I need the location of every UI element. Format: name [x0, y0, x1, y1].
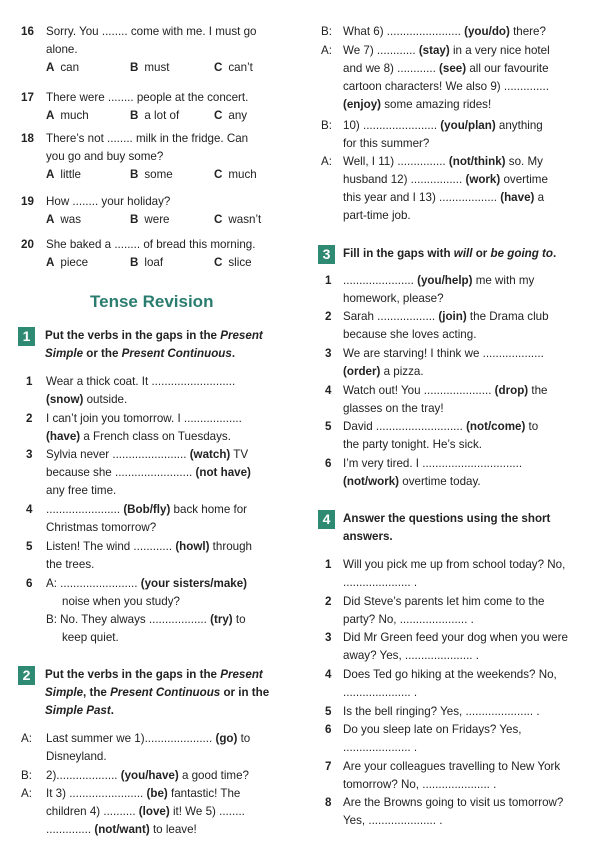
- item-number: 6: [325, 723, 332, 736]
- item-number: 7: [325, 760, 332, 773]
- item-number: 1: [26, 375, 33, 388]
- item-number: 4: [26, 503, 33, 516]
- dialog-text: for this summer?: [343, 137, 430, 150]
- item-text: the trees.: [46, 558, 95, 571]
- item-text: We are starving! I think we ...................: [343, 347, 544, 360]
- item-text: (snow) outside.: [46, 393, 128, 406]
- item-text: ....................... (Bob/fly) back home for: [46, 503, 248, 516]
- item-text: party? No, ..................... .: [343, 613, 474, 626]
- item-number: 4: [325, 384, 332, 397]
- instruction-text: Fill in the gaps with will or be going to.: [343, 247, 557, 260]
- item-text: (have) a French class on Tuesdays.: [46, 430, 231, 443]
- speaker-label: A:: [321, 44, 332, 57]
- item-text: Is the bell ringing? Yes, ..................... .: [343, 705, 540, 718]
- item-number: 5: [325, 705, 332, 718]
- item-text: Yes, ..................... .: [343, 814, 443, 827]
- item-text: Sylvia never ....................... (watch) TV: [46, 448, 249, 461]
- dialog-text: this year and I 13) .................. (have) a: [343, 191, 545, 204]
- item-text: keep quiet.: [62, 631, 119, 644]
- item-text: because she loves acting.: [343, 328, 477, 341]
- item-text: (not/work) overtime today.: [343, 475, 481, 488]
- item-text: Watch out! You ..................... (drop) the: [343, 384, 548, 397]
- item-text: Listen! The wind ............ (howl) through: [46, 540, 252, 553]
- question-text: How ........ your holiday?: [46, 195, 171, 208]
- item-text: I’m very tired. I ...............................: [343, 457, 523, 470]
- item-number: 1: [325, 558, 332, 571]
- instruction-text: Put the verbs in the gaps in the Present: [45, 668, 263, 681]
- item-text: tomorrow? No, ..................... .: [343, 778, 497, 791]
- item-text: Does Ted go hiking at the weekends? No,: [343, 668, 557, 681]
- item-text: A: ........................ (your sisters/make): [46, 577, 248, 590]
- item-text: homework, please?: [343, 292, 444, 305]
- question-number: 20: [21, 238, 34, 251]
- dialog-text: husband 12) ................ (work) overtime: [343, 173, 548, 186]
- answer-option: A much: [46, 109, 89, 122]
- dialog-text: .............. (not/want) to leave!: [46, 823, 197, 836]
- dialog-text: children 4) .......... (love) it! We 5) ........: [46, 805, 245, 818]
- item-number: 1: [325, 274, 332, 287]
- answer-option: A was: [46, 213, 81, 226]
- dialog-text: (enjoy) some amazing rides!: [343, 98, 492, 111]
- item-text: any free time.: [46, 484, 117, 497]
- item-text: Do you sleep late on Fridays? Yes,: [343, 723, 522, 736]
- item-number: 2: [325, 310, 332, 323]
- dialog-text: cartoon characters! We also 9) ..............: [343, 80, 549, 93]
- item-number: 5: [325, 420, 332, 433]
- dialog-text: part-time job.: [343, 209, 411, 222]
- item-text: because she ........................ (not have): [46, 466, 251, 479]
- dialog-text: Well, I 11) ............... (not/think) so. My: [343, 155, 543, 168]
- answer-option: A can: [46, 61, 80, 74]
- question-number: 18: [21, 132, 34, 145]
- exercise-badge: 1: [18, 327, 35, 346]
- dialog-text: Disneyland.: [46, 750, 107, 763]
- speaker-label: B:: [321, 119, 332, 132]
- exercise-badge: 3: [318, 245, 335, 264]
- item-text: Wear a thick coat. It ..........................: [46, 375, 236, 388]
- item-text: ..................... .: [343, 686, 418, 699]
- answer-option: B must: [130, 61, 170, 74]
- answer-option: A little: [46, 168, 81, 181]
- dialog-text: What 6) ....................... (you/do) there?: [343, 25, 546, 38]
- item-number: 3: [26, 448, 33, 461]
- item-text: I can’t join you tomorrow. I ..................: [46, 412, 242, 425]
- speaker-label: A:: [321, 155, 332, 168]
- item-text: Are your colleagues travelling to New York: [343, 760, 561, 773]
- instruction-text: answers.: [343, 530, 393, 543]
- item-text: Did Steve’s parents let him come to the: [343, 595, 545, 608]
- question-text: There’s not ........ milk in the fridge. Can: [46, 132, 249, 145]
- item-number: 3: [325, 347, 332, 360]
- instruction-text: Simple or the Present Continuous.: [45, 347, 236, 360]
- item-number: 5: [26, 540, 33, 553]
- item-number: 6: [26, 577, 33, 590]
- item-number: 2: [26, 412, 33, 425]
- question-text: There were ........ people at the concert.: [46, 91, 249, 104]
- item-text: Are the Browns going to visit us tomorrow?: [343, 796, 564, 809]
- item-number: 8: [325, 796, 332, 809]
- answer-option: C any: [214, 109, 248, 122]
- item-text: Did Mr Green feed your dog when you were: [343, 631, 568, 644]
- item-text: the party tonight. He’s sick.: [343, 438, 482, 451]
- instruction-text: Put the verbs in the gaps in the Present: [45, 329, 263, 342]
- speaker-label: A:: [21, 732, 32, 745]
- item-number: 3: [325, 631, 332, 644]
- speaker-label: B:: [321, 25, 332, 38]
- dialog-text: We 7) ............ (stay) in a very nice hotel: [343, 44, 550, 57]
- dialog-text: 2)................... (you/have) a good time?: [46, 769, 249, 782]
- dialog-text: It 3) ....................... (be) fantastic! The: [46, 787, 241, 800]
- item-number: 6: [325, 457, 332, 470]
- answer-option: C can’t: [214, 61, 253, 74]
- answer-option: B a lot of: [130, 109, 180, 122]
- question-number: 19: [21, 195, 34, 208]
- question-number: 17: [21, 91, 34, 104]
- answer-option: B loaf: [130, 256, 164, 269]
- answer-option: A piece: [46, 256, 89, 269]
- answer-option: C much: [214, 168, 257, 181]
- dialog-text: 10) ....................... (you/plan) anything: [343, 119, 543, 132]
- dialog-text: Last summer we 1)..................... (go) to: [46, 732, 251, 745]
- item-number: 2: [325, 595, 332, 608]
- item-text: B: No. They always .................. (try) to: [46, 613, 246, 626]
- section-title: Tense Revision: [90, 292, 214, 311]
- instruction-text: Simple, the Present Continuous or in the: [45, 686, 270, 699]
- instruction-text: Answer the questions using the short: [343, 512, 551, 525]
- item-text: Sarah .................. (join) the Drama club: [343, 310, 549, 323]
- question-text: She baked a ........ of bread this morning.: [46, 238, 256, 251]
- item-text: Christmas tomorrow?: [46, 521, 157, 534]
- answer-option: B some: [130, 168, 173, 181]
- speaker-label: B:: [21, 769, 32, 782]
- question-number: 16: [21, 25, 34, 38]
- item-text: Will you pick me up from school today? No,: [343, 558, 566, 571]
- answer-option: C wasn’t: [214, 213, 262, 226]
- question-text: alone.: [46, 43, 78, 56]
- question-text: Sorry. You ........ come with me. I must go: [46, 25, 257, 38]
- item-text: ..................... .: [343, 576, 418, 589]
- answer-option: C slice: [214, 256, 252, 269]
- item-text: ..................... .: [343, 741, 418, 754]
- item-text: ...................... (you/help) me with my: [343, 274, 535, 287]
- speaker-label: A:: [21, 787, 32, 800]
- exercise-badge: 4: [318, 510, 335, 529]
- question-text: you go and buy some?: [46, 150, 164, 163]
- item-text: (order) a pizza.: [343, 365, 424, 378]
- item-number: 4: [325, 668, 332, 681]
- item-text: glasses on the tray!: [343, 402, 444, 415]
- item-text: away? Yes, ..................... .: [343, 649, 479, 662]
- item-text: noise when you study?: [62, 595, 180, 608]
- exercise-badge: 2: [18, 666, 35, 685]
- item-text: David ........................... (not/come) to: [343, 420, 539, 433]
- answer-option: B were: [130, 213, 170, 226]
- dialog-text: and we 8) ............ (see) all our favourite: [343, 62, 549, 75]
- instruction-text: Simple Past.: [45, 704, 114, 717]
